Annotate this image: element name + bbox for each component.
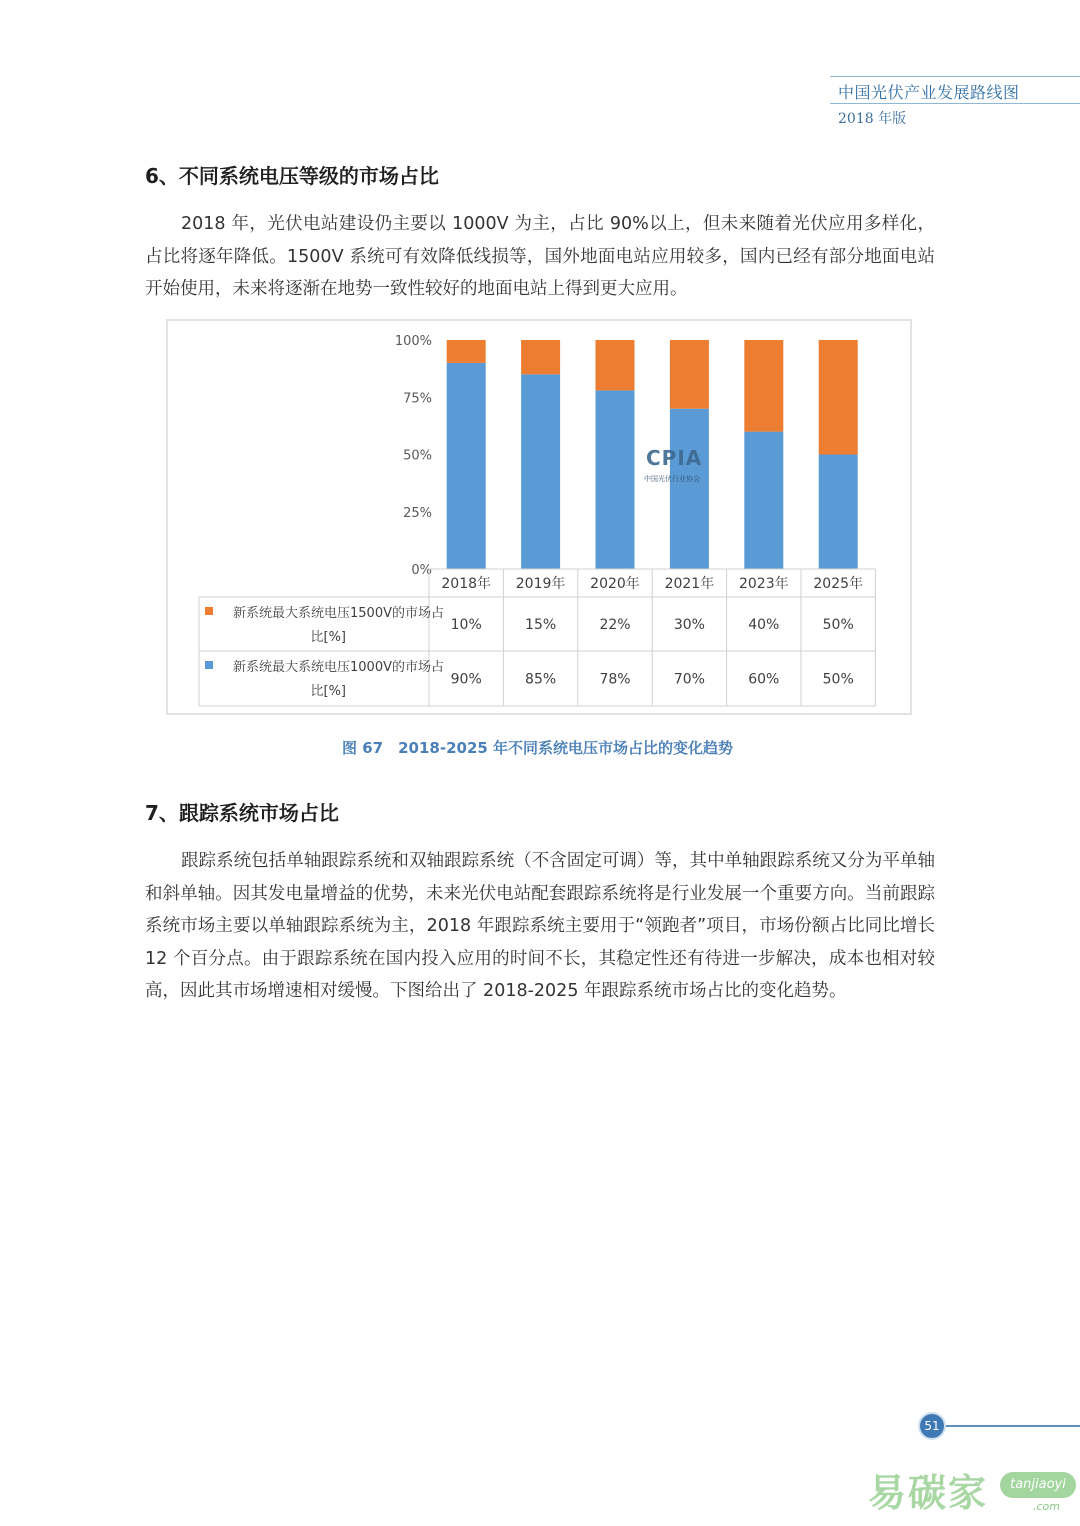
- y-tick-label: 25%: [403, 505, 432, 521]
- header-title: 中国光伏产业发展路线图: [838, 83, 1020, 102]
- y-tick-label: 50%: [403, 448, 432, 464]
- section-6-paragraph: 2018 年，光伏电站建设仍主要以 1000V 为主，占比 90%以上，但未来随着光伏应用多样化，占比将逐年降低。1500V 系统可有效降低线损等，国外地面电站应用较多，国内已经有部分地面电站开始使用，未来将逐渐在地势一致性较好的地面电站上得到更大应用。: [145, 214, 935, 299]
- header-edition: 2018 年版: [838, 111, 907, 127]
- bar-segment-1500v: [521, 340, 560, 374]
- y-tick-label: 100%: [394, 334, 432, 349]
- legend-label: 比[%]: [310, 684, 346, 699]
- bar-segment-1500v: [744, 340, 783, 432]
- bar-segment-1000v: [596, 390, 635, 569]
- bar-segment-1500v: [596, 340, 635, 390]
- legend-swatch: [205, 661, 213, 669]
- data-value-label: 70%: [673, 671, 705, 688]
- section-6-heading: 6、不同系统电压等级的市场占比: [145, 164, 439, 188]
- category-label: 2019年: [515, 576, 566, 592]
- bar-segment-1000v: [447, 363, 486, 569]
- watermark-domain: .com: [1033, 1500, 1060, 1513]
- page-number-line: [932, 1425, 1080, 1427]
- header-rule: [830, 103, 1080, 104]
- legend-label: 新系统最大系统电压1500V的市场占: [233, 606, 444, 621]
- stacked-bar-chart: [168, 321, 910, 713]
- y-tick-label: 75%: [403, 391, 432, 407]
- bar-segment-1500v: [670, 340, 709, 409]
- bar-segment-1000v: [819, 455, 858, 570]
- site-watermark: [868, 1462, 1080, 1522]
- data-value-label: 30%: [673, 617, 705, 633]
- bar-segment-1000v: [670, 409, 709, 569]
- section-7-paragraph: 跟踪系统包括单轴跟踪系统和双轴跟踪系统（不含固定可调）等，其中单轴跟踪系统又分为平单轴和斜单轴。因其发电量增益的优势，未来光伏电站配套跟踪系统将是行业发展一个重要方向。当前跟踪系统市场主要以单轴跟踪系统为主，2018 年跟踪系统主要用于“领跑者”项目，市场份额占比同比增长 12 个百分点。由于跟踪系统在国内投入应用的时间不长，其稳定性还有待进一步解决，成本也相对较高，因此其市场增速相对缓慢。下图给出了 2018-2025 年跟踪系统市场占比的变化趋势。: [145, 851, 935, 1001]
- data-value-label: 10%: [450, 617, 482, 633]
- category-label: 2023年: [738, 576, 789, 592]
- category-label: 2020年: [590, 576, 640, 592]
- data-value-label: 22%: [599, 617, 631, 633]
- section-7-heading: 7、跟踪系统市场占比: [145, 801, 339, 825]
- cpia-logo-subtext: 中国光伏行业协会: [644, 475, 700, 483]
- y-tick-label: 0%: [411, 563, 432, 578]
- watermark-brand: 易碳家: [868, 1471, 989, 1515]
- data-value-label: 50%: [822, 671, 854, 688]
- legend-label: 新系统最大系统电压1000V的市场占: [233, 660, 444, 675]
- data-value-label: 60%: [748, 671, 780, 688]
- category-label: 2025年: [813, 576, 864, 592]
- data-value-label: 85%: [525, 671, 557, 688]
- data-value-label: 15%: [525, 617, 557, 633]
- category-label: 2021年: [664, 576, 715, 592]
- chart-frame: [166, 319, 912, 715]
- bar-segment-1500v: [819, 340, 858, 455]
- bar-segment-1000v: [744, 432, 783, 569]
- bar-segment-1500v: [447, 340, 486, 363]
- header-rule-top: [830, 76, 1080, 77]
- data-value-label: 50%: [822, 617, 854, 633]
- figure-caption: 图 67 2018-2025 年不同系统电压市场占比的变化趋势: [342, 739, 734, 757]
- data-value-label: 78%: [599, 671, 631, 688]
- cpia-logo-text: CPIA: [646, 446, 703, 470]
- page-number: 51: [920, 1414, 944, 1438]
- legend-swatch: [205, 607, 213, 615]
- data-value-label: 90%: [450, 671, 482, 688]
- watermark-badge: tanjiaoyi: [1000, 1472, 1076, 1498]
- data-value-label: 40%: [748, 617, 780, 633]
- cpia-logo: [638, 446, 728, 486]
- bar-segment-1000v: [521, 374, 560, 569]
- legend-label: 比[%]: [310, 630, 346, 645]
- category-label: 2018年: [441, 576, 492, 592]
